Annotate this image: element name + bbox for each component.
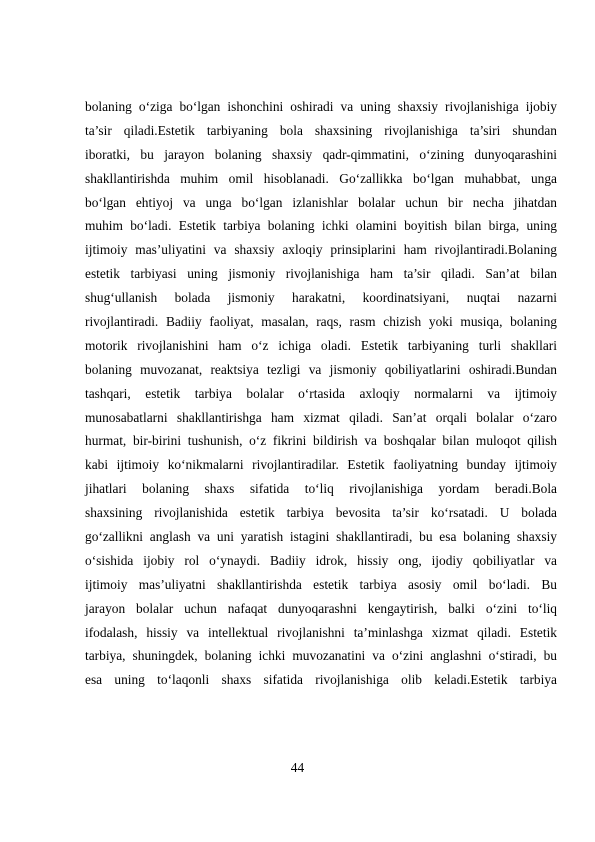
text-line: ijtimoiy mas’uliyatini va shaxsiy axloqiy prinsiplarini ham rivojlantiradi.Bolaning: [85, 242, 557, 258]
text-line: bo‘lgan ehtiyoj va unga bo‘lgan izlanishlar bolalar uchun bir necha jihatdan: [85, 194, 557, 210]
body-paragraph: [85, 95, 557, 692]
text-line: ijtimoiy mas’uliyatni shakllantirishda estetik tarbiya asosiy omil bo‘ladi. Bu: [85, 576, 557, 592]
text-line: rivojlantiradi. Badiiy faoliyat, masalan, raqs, rasm chizish yoki musiqa, bolaning: [85, 314, 557, 330]
text-line: bolaning o‘ziga bo‘lgan ishonchini oshiradi va uning shaxsiy rivojlanishiga ijobiy: [85, 99, 557, 114]
text-line: munosabatlarni shakllantirishga ham xizmat qiladi. San’at orqali bolalar o‘zaro: [85, 409, 557, 425]
text-line: motorik rivojlanishini ham o‘z ichiga oladi. Estetik tarbiyaning turli shakllari: [85, 337, 557, 353]
text-line: bolaning muvozanat, reaktsiya tezligi va jismoniy qobiliyatlarini oshiradi.Bundan: [85, 361, 557, 377]
text-line: tashqari, estetik tarbiya bolalar o‘rtasida axloqiy normalarni va ijtimoiy: [85, 385, 557, 401]
text-line: ta’sir qiladi.Estetik tarbiyaning bola shaxsining rivojlanishiga ta’siri shundan: [85, 122, 557, 138]
text-line: jarayon bolalar uchun nafaqat dunyoqarashni kengaytirish, balki o‘zini to‘liq: [85, 600, 557, 616]
text-line: o‘sishida ijobiy rol o‘ynaydi. Badiiy idrok, hissiy ong, ijodiy qobiliyatlar va: [85, 552, 557, 568]
text-line: muhim bo‘ladi. Estetik tarbiya bolaning ichki olamini boyitish bilan birga, uning: [85, 218, 557, 234]
text-line: kabi ijtimoiy ko‘nikmalarni rivojlantiradilar. Estetik faoliyatning bunday ijtimoiy: [85, 457, 557, 473]
text-line: shakllantirishda muhim omil hisoblanadi. Go‘zallikka bo‘lgan muhabbat, unga: [85, 170, 557, 186]
text-line: shug‘ullanish bolada jismoniy harakatni, koordinatsiyani, nuqtai nazarni: [85, 290, 557, 306]
text-line: go‘zallikni anglash va uni yaratish istagini shakllantiradi, bu esa bolaning shaxsiy: [85, 529, 557, 545]
text-line: iboratki, bu jarayon bolaning shaxsiy qadr-qimmatini, o‘zining dunyoqarashini: [85, 146, 557, 162]
text-line: jihatlari bolaning shaxs sifatida to‘liq rivojlanishiga yordam beradi.Bola: [85, 481, 557, 497]
text-line: hurmat, bir-birini tushunish, o‘z fikrini bildirish va boshqalar bilan muloqot qilish: [85, 433, 557, 449]
text-line: tarbiya, shuningdek, bolaning ichki muvozanatini va o‘zini anglashni o‘stiradi, bu: [85, 648, 557, 664]
page-number: 44: [290, 760, 305, 775]
text-line: estetik tarbiyasi uning jismoniy rivojlanishiga ham ta’sir qiladi. San’at bilan: [85, 266, 557, 282]
text-line: esa uning to‘laqonli shaxs sifatida rivojlanishiga olib keladi.Estetik tarbiya: [85, 672, 557, 688]
text-line: ifodalash, hissiy va intellektual rivojlanishni ta’minlashga xizmat qiladi. Estetik: [85, 624, 557, 640]
text-line: shaxsining rivojlanishida estetik tarbiya bevosita ta’sir ko‘rsatadi. U bolada: [85, 505, 557, 521]
